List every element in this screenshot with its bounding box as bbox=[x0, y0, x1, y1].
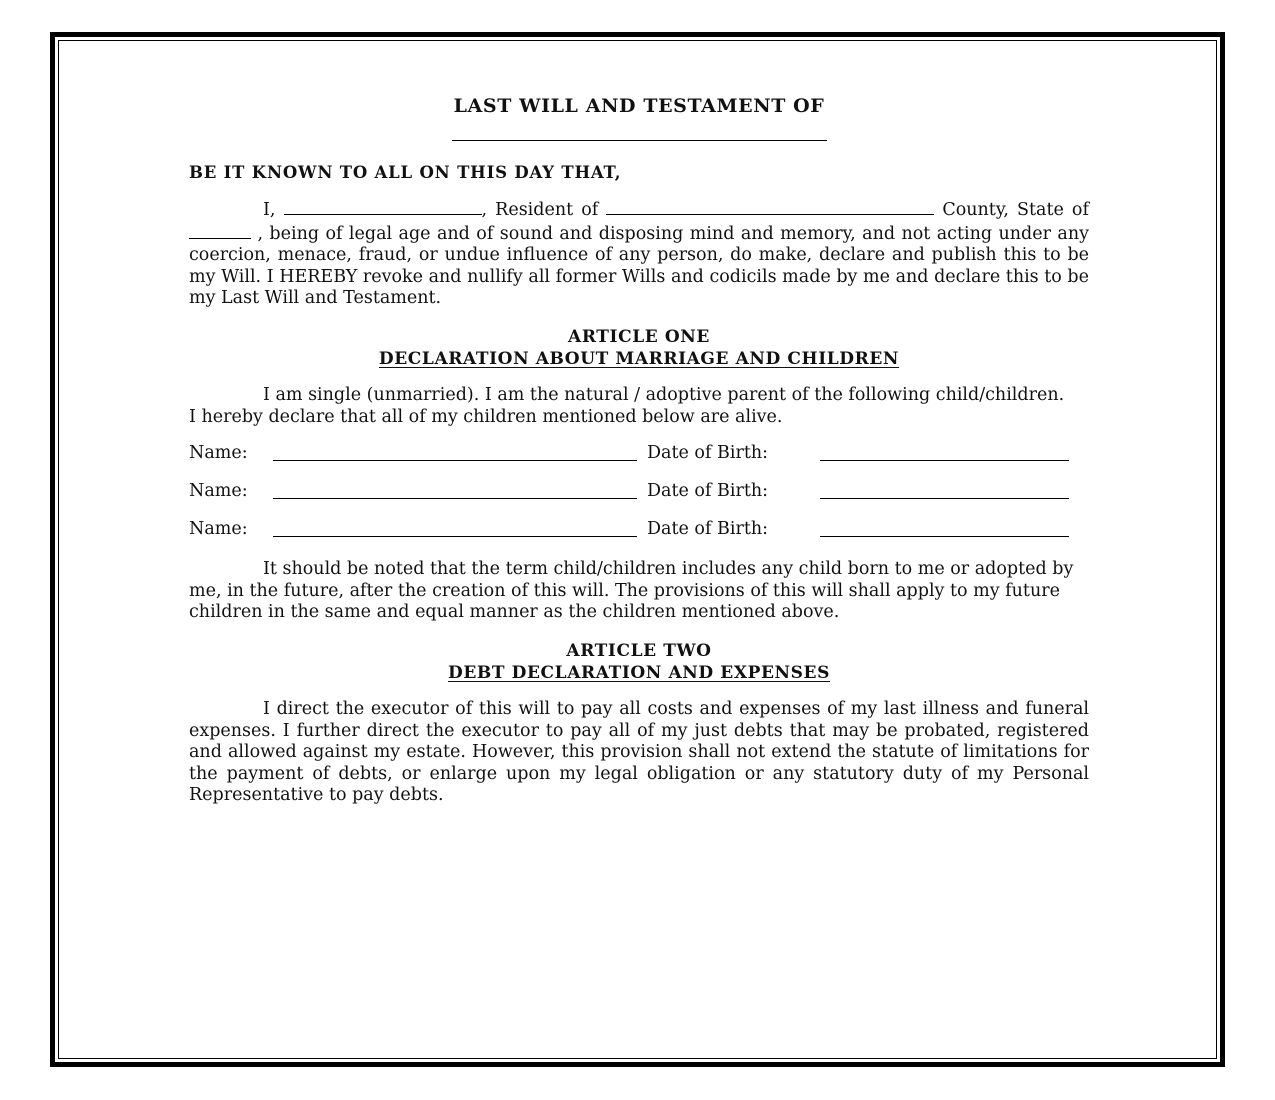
child-dob-field[interactable] bbox=[820, 460, 1069, 461]
article-one-note: It should be noted that the term child/children includes any child born to me or adopted by me, in the future, after the creation of this will. The provisions of this will shall apply to my future children in the same and equal manner as the children mentioned above. bbox=[189, 559, 1074, 623]
article-two-header bbox=[189, 640, 1089, 684]
children-list bbox=[189, 443, 1089, 557]
article-one-paragraph: I am single (unmarried). I am the natural / adoptive parent of the following child/children. I hereby declare that all of my children mentioned below are alive. bbox=[189, 384, 1065, 427]
state-field[interactable] bbox=[189, 222, 251, 239]
child-row bbox=[189, 519, 1089, 557]
child-dob-field[interactable] bbox=[820, 498, 1069, 499]
child-dob-label: Date of Birth: bbox=[647, 481, 769, 502]
intro-rest: , being of legal age and of sound and disposing mind and memory, and not acting under any coercion, menace, fraud, or undue influence of any person, do make, declare and publish this to be my Will. I HEREBY revoke and nullify all former Wills and codicils made by me and declare this to be my Last Will and Testament. bbox=[189, 223, 1089, 309]
document-title: LAST WILL AND TESTAMENT OF bbox=[453, 95, 825, 117]
intro-resident-of: , Resident of bbox=[481, 200, 599, 220]
child-name-field[interactable] bbox=[273, 536, 637, 537]
child-name-label: Name: bbox=[189, 443, 248, 464]
intro-state-of: State of bbox=[1017, 200, 1089, 220]
article-two-heading: DEBT DECLARATION AND EXPENSES bbox=[448, 662, 830, 683]
child-name-label: Name: bbox=[189, 481, 248, 502]
child-dob-label: Date of Birth: bbox=[647, 519, 769, 540]
article-two-label: ARTICLE TWO bbox=[566, 640, 712, 661]
child-name-label: Name: bbox=[189, 519, 248, 540]
child-name-field[interactable] bbox=[273, 460, 637, 461]
testator-name-field[interactable] bbox=[284, 198, 482, 215]
child-name-field[interactable] bbox=[273, 498, 637, 499]
intro-i-prefix: I, bbox=[263, 200, 276, 220]
child-dob-field[interactable] bbox=[820, 536, 1069, 537]
child-dob-label: Date of Birth: bbox=[647, 443, 769, 464]
intro-heading: BE IT KNOWN TO ALL ON THIS DAY THAT, bbox=[189, 163, 622, 182]
testator-name-blank[interactable] bbox=[452, 124, 827, 141]
intro-county: County, bbox=[942, 200, 1009, 220]
child-row bbox=[189, 443, 1089, 481]
article-one-heading: DECLARATION ABOUT MARRIAGE AND CHILDREN bbox=[378, 348, 900, 369]
article-two-paragraph: I direct the executor of this will to pay all costs and expenses of my last illness and funeral expenses. I further direct the executor to pay all of my just debts that may be probated, registered and allowed against my estate. However, this provision shall not extend the statute of limitations for the payment of debts, or enlarge upon my legal obligation or any statutory duty of my Personal Representative to pay debts. bbox=[189, 698, 1089, 806]
article-one-label: ARTICLE ONE bbox=[568, 326, 710, 347]
article-one-header bbox=[189, 326, 1089, 370]
child-row bbox=[189, 481, 1089, 519]
county-field[interactable] bbox=[606, 198, 934, 215]
will-document bbox=[189, 96, 1089, 807]
intro-paragraph bbox=[189, 198, 1089, 310]
